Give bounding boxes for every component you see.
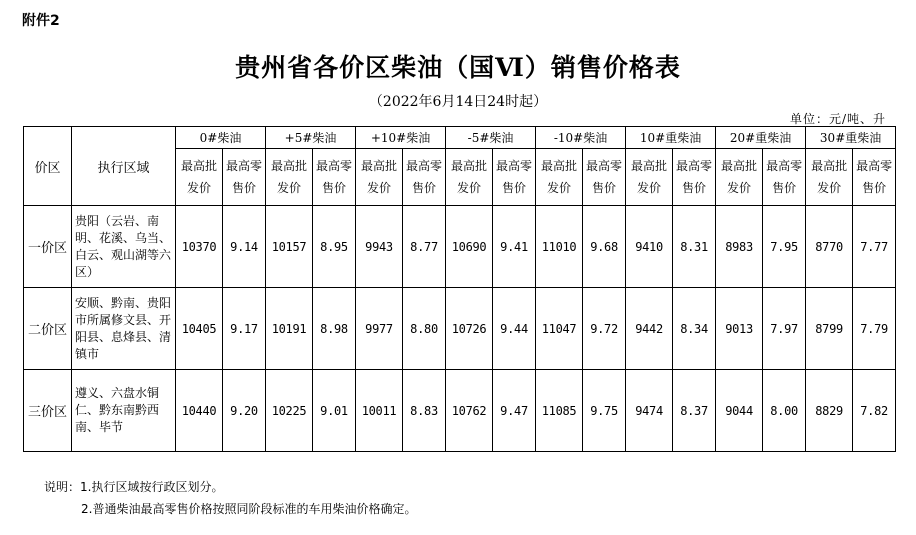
price-cell: 7.95 (763, 206, 806, 288)
page-title: 贵州省各价区柴油（国Ⅵ）销售价格表 (235, 53, 681, 82)
price-table (23, 126, 896, 452)
price-cell: 10690 (446, 206, 493, 288)
header-fuel: 0#柴油 (176, 127, 266, 149)
header-fuel: +10#柴油 (356, 127, 446, 149)
header-retail: 最高零售价 (583, 149, 626, 206)
table-row (24, 206, 896, 288)
note-2: 2.普通柴油最高零售价格按照同阶段标准的车用柴油价格确定。 (81, 502, 417, 516)
header-wholesale: 最高批发价 (716, 149, 763, 206)
price-cell: 11047 (536, 288, 583, 370)
header-retail: 最高零售价 (763, 149, 806, 206)
zone-cell: 三价区 (24, 370, 72, 452)
price-cell: 10011 (356, 370, 403, 452)
price-cell: 8799 (806, 288, 853, 370)
price-cell: 7.79 (853, 288, 896, 370)
price-cell: 10405 (176, 288, 223, 370)
price-cell: 9.75 (583, 370, 626, 452)
price-cell: 7.82 (853, 370, 896, 452)
header-fuel: 30#重柴油 (806, 127, 896, 149)
price-cell: 10157 (266, 206, 313, 288)
header-retail: 最高零售价 (223, 149, 266, 206)
header-fuel: 20#重柴油 (716, 127, 806, 149)
attachment-label: 附件2 (22, 13, 60, 29)
price-cell: 9410 (626, 206, 673, 288)
price-cell: 9044 (716, 370, 763, 452)
price-cell: 8.37 (673, 370, 716, 452)
zone-cell: 一价区 (24, 206, 72, 288)
header-wholesale: 最高批发价 (176, 149, 223, 206)
header-retail: 最高零售价 (853, 149, 896, 206)
header-fuel: -5#柴油 (446, 127, 536, 149)
price-cell: 9.44 (493, 288, 536, 370)
price-cell: 8983 (716, 206, 763, 288)
price-cell: 8.00 (763, 370, 806, 452)
price-cell: 9.01 (313, 370, 356, 452)
header-fuel: +5#柴油 (266, 127, 356, 149)
price-cell: 9977 (356, 288, 403, 370)
price-cell: 8829 (806, 370, 853, 452)
price-cell: 9013 (716, 288, 763, 370)
price-cell: 8.31 (673, 206, 716, 288)
header-wholesale: 最高批发价 (446, 149, 493, 206)
region-cell: 安顺、黔南、贵阳市所属修文县、开阳县、息烽县、清镇市 (72, 288, 176, 370)
header-region: 执行区域 (72, 127, 176, 206)
price-cell: 8.34 (673, 288, 716, 370)
header-wholesale: 最高批发价 (356, 149, 403, 206)
price-cell: 8770 (806, 206, 853, 288)
price-cell: 9.68 (583, 206, 626, 288)
header-wholesale: 最高批发价 (266, 149, 313, 206)
price-cell: 9943 (356, 206, 403, 288)
header-wholesale: 最高批发价 (806, 149, 853, 206)
price-cell: 10225 (266, 370, 313, 452)
price-cell: 11010 (536, 206, 583, 288)
price-cell: 9474 (626, 370, 673, 452)
region-cell: 遵义、六盘水铜仁、黔东南黔西南、毕节 (72, 370, 176, 452)
price-cell: 8.95 (313, 206, 356, 288)
header-zone: 价区 (24, 127, 72, 206)
header-retail: 最高零售价 (493, 149, 536, 206)
region-cell: 贵阳（云岩、南明、花溪、乌当、白云、观山湖等六区） (72, 206, 176, 288)
header-fuel: -10#柴油 (536, 127, 626, 149)
price-cell: 8.98 (313, 288, 356, 370)
price-cell: 9.72 (583, 288, 626, 370)
price-cell: 10726 (446, 288, 493, 370)
price-cell: 9.47 (493, 370, 536, 452)
note-1: 说明：1.执行区域按行政区划分。 (44, 480, 224, 494)
header-retail: 最高零售价 (313, 149, 356, 206)
header-wholesale: 最高批发价 (536, 149, 583, 206)
unit-label: 单位：元/吨、升 (789, 112, 886, 126)
price-cell: 10191 (266, 288, 313, 370)
price-cell: 8.83 (403, 370, 446, 452)
price-cell: 9442 (626, 288, 673, 370)
effective-date: （2022年6月14日24时起） (368, 94, 548, 110)
price-cell: 9.14 (223, 206, 266, 288)
price-cell: 8.77 (403, 206, 446, 288)
price-cell: 11085 (536, 370, 583, 452)
price-cell: 10762 (446, 370, 493, 452)
price-cell: 10370 (176, 206, 223, 288)
price-cell: 7.97 (763, 288, 806, 370)
header-retail: 最高零售价 (673, 149, 716, 206)
price-cell: 9.20 (223, 370, 266, 452)
header-fuel: 10#重柴油 (626, 127, 716, 149)
header-wholesale: 最高批发价 (626, 149, 673, 206)
price-cell: 8.80 (403, 288, 446, 370)
price-cell: 10440 (176, 370, 223, 452)
notes (44, 476, 416, 520)
zone-cell: 二价区 (24, 288, 72, 370)
table-row (24, 288, 896, 370)
price-cell: 9.17 (223, 288, 266, 370)
price-cell: 9.41 (493, 206, 536, 288)
table-row (24, 370, 896, 452)
header-retail: 最高零售价 (403, 149, 446, 206)
price-cell: 7.77 (853, 206, 896, 288)
